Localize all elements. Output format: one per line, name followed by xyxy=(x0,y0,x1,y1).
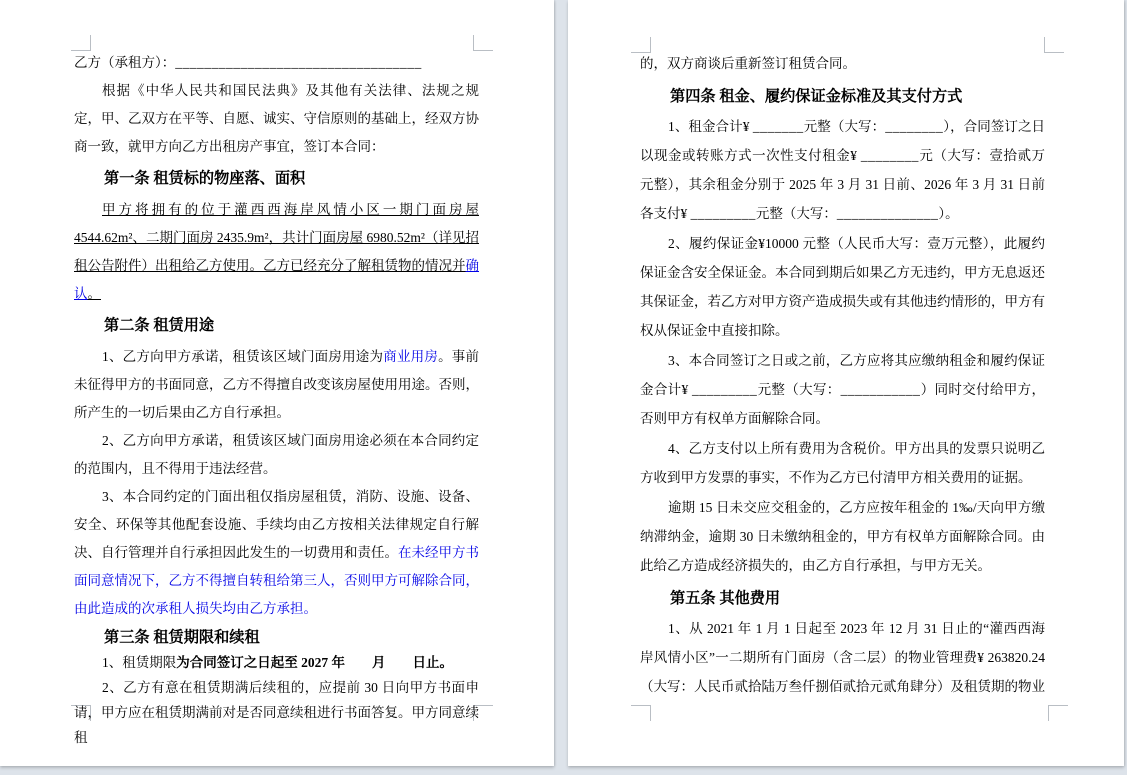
body-paragraph xyxy=(74,77,479,161)
margin-crop-mark-bottom-left xyxy=(631,705,651,721)
text-run: ）。 xyxy=(938,206,959,221)
text-run: ），合同签订之日以现金或转账方式一次性支付租金¥ xyxy=(640,119,1046,163)
text-run: 元（大写：壹拾贰万元整），其余租金分别于 2025 年 3 月 31 日前、2026 年 3 月 31 日前各支付¥ xyxy=(640,148,1046,221)
body-paragraph xyxy=(74,343,479,427)
text-run: 的，双方商谈后重新签订租赁合同。 xyxy=(640,56,856,71)
text-run: 根据《中华人民共和国民法典》及其他有关法律、法规之规定，甲、乙双方在平等、自愿、诚实、守信原则的基础上，经双方协商一致，就甲方向乙方出租房产事宜，签订本合同： xyxy=(74,83,479,154)
heading-paragraph xyxy=(640,584,1045,613)
text-run: 4、乙方支付以上所有费用为含税价。甲方出具的发票只说明乙方收到甲方发票的事实，不作为乙方已付清甲方相关费用的证据。 xyxy=(640,441,1045,485)
text-run: 在未经甲方书面同意情况下，乙方不得擅自转租给第三人，否则甲方可解除合同，由此造成的次承租人损失均由乙方承担。 xyxy=(74,545,479,616)
body-paragraph xyxy=(640,112,1045,228)
text-run: 3、本合同签订之日或之前，乙方应将其应缴纳租金和履约保证金合计¥ xyxy=(640,353,1045,397)
text-run: 第五条 其他费用 xyxy=(670,590,781,607)
body-paragraph xyxy=(640,434,1045,492)
fill-in-blank: ________ xyxy=(885,119,944,134)
text-run: 元整（大写： xyxy=(757,382,841,397)
text-run: 第二条 租赁用途 xyxy=(104,317,215,334)
fill-in-blank: _________ xyxy=(692,382,758,397)
text-run: 。 xyxy=(87,286,101,301)
heading-paragraph xyxy=(640,82,1045,111)
body-paragraph xyxy=(640,614,1045,701)
text-run: 3、本合同约定的门面出租仅指房屋租赁，消防、设施、设备、安全、环保等其他配套设施、手续均由乙方按相关法律规定自行解决、自行管理并自行承担因此发生的一切费用和责任。 xyxy=(74,489,479,560)
margin-crop-mark-top-right xyxy=(1044,37,1064,53)
body-paragraph xyxy=(640,346,1045,433)
text-run: 1、租金合计¥ xyxy=(668,119,753,134)
text-run: 商业用房 xyxy=(383,349,439,364)
fill-in-blank: _________ xyxy=(690,206,756,221)
text-run: 第三条 租赁期限和续租 xyxy=(104,629,260,646)
text-run: 2、乙方向甲方承诺，租赁该区域门面房用途必须在本合同约定的范围内，且不得用于违法经营。 xyxy=(74,433,479,476)
body-paragraph xyxy=(640,229,1045,345)
text-run: 乙方（承租方）： xyxy=(74,55,176,70)
body-paragraph xyxy=(74,675,479,750)
heading-paragraph xyxy=(74,312,479,340)
fill-in-blank: ___________ xyxy=(840,382,921,397)
text-run: ）同时交付给甲方，否则甲方有权单方面解除合同。 xyxy=(640,382,1045,426)
body-paragraph xyxy=(74,49,479,77)
text-run: 确认 xyxy=(74,258,479,301)
body-paragraph xyxy=(74,483,479,623)
heading-paragraph xyxy=(74,625,479,650)
text-run: 元整（大写： xyxy=(803,119,886,134)
page-2-text-area[interactable] xyxy=(640,49,1045,702)
text-run: 1、租赁期限 xyxy=(102,655,177,670)
text-run: 为合同签订之日起至 2027 年 月 日止。 xyxy=(176,655,453,670)
text-run: 2、乙方有意在租赁期满后续租的，应提前 30 日向甲方书面申请，甲方应在租赁期满前对是否同意续租进行书面答复。甲方同意续租 xyxy=(74,680,479,745)
text-run: 第一条 租赁标的物座落、面积 xyxy=(104,170,306,187)
text-run: 2、履约保证金¥10000 元整（人民币大写：壹万元整），此履约保证金含安全保证金。本合同到期后如果乙方无违约，甲方无息返还其保证金，若乙方对甲方资产造成损失或有其他违约情形的，甲方有权从保证金中直接扣除。 xyxy=(640,236,1045,338)
text-run: 1、从 2021 年 1 月 1 日起至 2023 年 12 月 31 日止的“灌西西海岸风情小区”一二期所有门面房（含二层）的物业管理费¥ 263820.24（大写：人民币贰拾陆万叁仟捌佰贰拾元贰角肆分）及租赁期的物业 xyxy=(640,621,1045,694)
page-1-text-area[interactable] xyxy=(74,49,479,750)
fill-in-blank: __________________________________ xyxy=(175,55,422,70)
margin-crop-mark-bottom-right xyxy=(1048,705,1068,721)
text-run: 逾期 15 日未交应交租金的，乙方应按年租金的 1‰/天向甲方缴纳滞纳金，逾期 30 日未缴纳租金的，甲方有权单方面解除合同。由此给乙方造成经济损失的，由乙方自行承担，与甲方无关。 xyxy=(640,500,1045,573)
text-run: 甲方将拥有的位于灌西西海岸风情小区一期门面房屋 4544.62m²、二期门面房 2435.9m²，共计门面房屋 6980.52m²（详见招租公告附件）出租给乙方使用。乙方已经充分了解租赁物的情况并 xyxy=(74,202,479,273)
body-paragraph xyxy=(74,427,479,483)
heading-paragraph xyxy=(74,165,479,193)
document-page-2 xyxy=(568,0,1124,766)
fill-in-blank: ________ xyxy=(860,148,919,163)
body-paragraph xyxy=(74,650,479,675)
text-run: 第四条 租金、履约保证金标准及其支付方式 xyxy=(670,88,963,105)
body-paragraph xyxy=(74,196,479,308)
text-run: 1、乙方向甲方承诺，租赁该区域门面房用途为 xyxy=(102,349,384,364)
fill-in-blank: ______________ xyxy=(836,206,939,221)
body-paragraph xyxy=(640,493,1045,580)
text-run: 元整（大写： xyxy=(755,206,837,221)
document-page-1 xyxy=(0,0,554,766)
fill-in-blank: _______ xyxy=(752,119,804,134)
text-run: 。事前未征得甲方的书面同意，乙方不得擅自改变该房屋使用用途。否则，所产生的一切后果由乙方自行承担。 xyxy=(74,349,480,420)
body-paragraph xyxy=(640,49,1045,78)
